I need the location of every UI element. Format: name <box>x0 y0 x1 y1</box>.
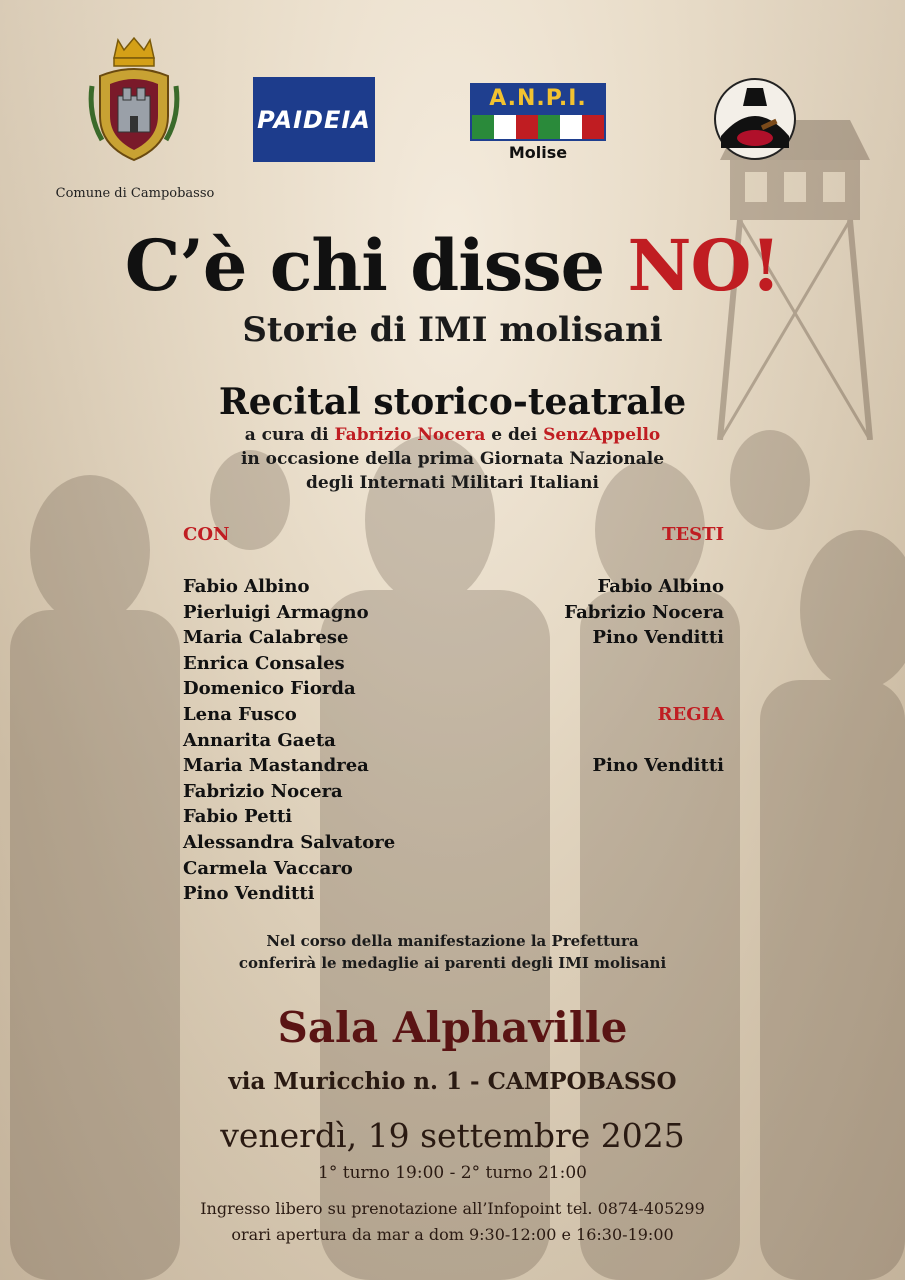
venue-name: Sala Alphaville <box>277 1003 628 1052</box>
cast-list <box>183 574 395 907</box>
event-times: 1° turno 19:00 - 2° turno 21:00 <box>318 1163 587 1183</box>
author: Pino Venditti <box>592 627 724 649</box>
ceremony-note <box>0 930 905 974</box>
venue-address: via Muricchio n. 1 - CAMPOBASSO <box>228 1068 677 1095</box>
comune-label: Comune di Campobasso <box>55 186 215 201</box>
author: Fabrizio Nocera <box>564 601 724 623</box>
anpi-logo-text: A.N.P.I. <box>470 83 606 113</box>
credit-name-1: Fabrizio Nocera <box>334 425 486 445</box>
event-type: Recital storico-teatrale <box>218 381 687 423</box>
italian-flag-icon <box>470 113 606 141</box>
credit-mid: e dei <box>485 425 544 445</box>
campobasso-crest-icon <box>88 36 180 164</box>
event-credits <box>0 423 905 495</box>
note-line-1: Nel corso della manifestazione la Prefettura <box>266 932 639 950</box>
booking-info <box>0 1196 905 1248</box>
texts-heading: TESTI <box>662 524 724 545</box>
title-main: C’è chi disse <box>124 224 628 307</box>
cast-member: Alessandra Salvatore <box>183 831 396 853</box>
anpi-region: Molise <box>508 143 568 162</box>
event-date: venerdì, 19 settembre 2025 <box>220 1116 685 1155</box>
author: Fabio Albino <box>597 576 724 597</box>
credit-prefix: a cura di <box>244 425 335 445</box>
cast-member: Pino Venditti <box>183 883 315 905</box>
note-line-2: conferirà le medaglie ai parenti degli IMI molisani <box>238 954 667 972</box>
paideia-logo: PAIDEIA <box>253 77 375 162</box>
cast-member: Pierluigi Armagno <box>183 601 369 623</box>
cast-member: Enrica Consales <box>183 652 345 674</box>
cast-member: Maria Calabrese <box>183 627 349 649</box>
anpi-logo <box>470 83 606 165</box>
senzappello-logo <box>691 76 819 162</box>
cast-member: Fabio Albino <box>183 576 310 597</box>
texts-list <box>564 574 724 651</box>
cast-member: Fabio Petti <box>183 806 293 828</box>
cast-heading: CON <box>183 524 230 545</box>
cast-member: Maria Mastandrea <box>183 755 369 777</box>
hours-line: orari apertura da mar a dom 9:30-12:00 e 16:30-19:00 <box>231 1225 674 1244</box>
direction-heading: REGIA <box>657 704 724 725</box>
page-title <box>0 218 905 314</box>
booking-line: Ingresso libero su prenotazione all’Infopoint tel. 0874-405299 <box>200 1199 705 1218</box>
director: Pino Venditti <box>592 755 724 776</box>
cast-member: Domenico Fiorda <box>183 678 356 700</box>
cast-member: Lena Fusco <box>183 703 297 725</box>
direction-list <box>593 753 724 779</box>
cast-member: Annarita Gaeta <box>183 729 336 751</box>
subtitle: Storie di IMI molisani <box>242 310 663 350</box>
cast-member: Carmela Vaccaro <box>183 857 353 879</box>
title-highlight: NO! <box>627 224 781 307</box>
credit-name-2: SenzAppello <box>543 425 661 445</box>
occasion-line-2: degli Internati Militari Italiani <box>306 473 599 493</box>
occasion-line-1: in occasione della prima Giornata Nazionale <box>240 449 665 469</box>
cast-member: Fabrizio Nocera <box>183 780 343 802</box>
